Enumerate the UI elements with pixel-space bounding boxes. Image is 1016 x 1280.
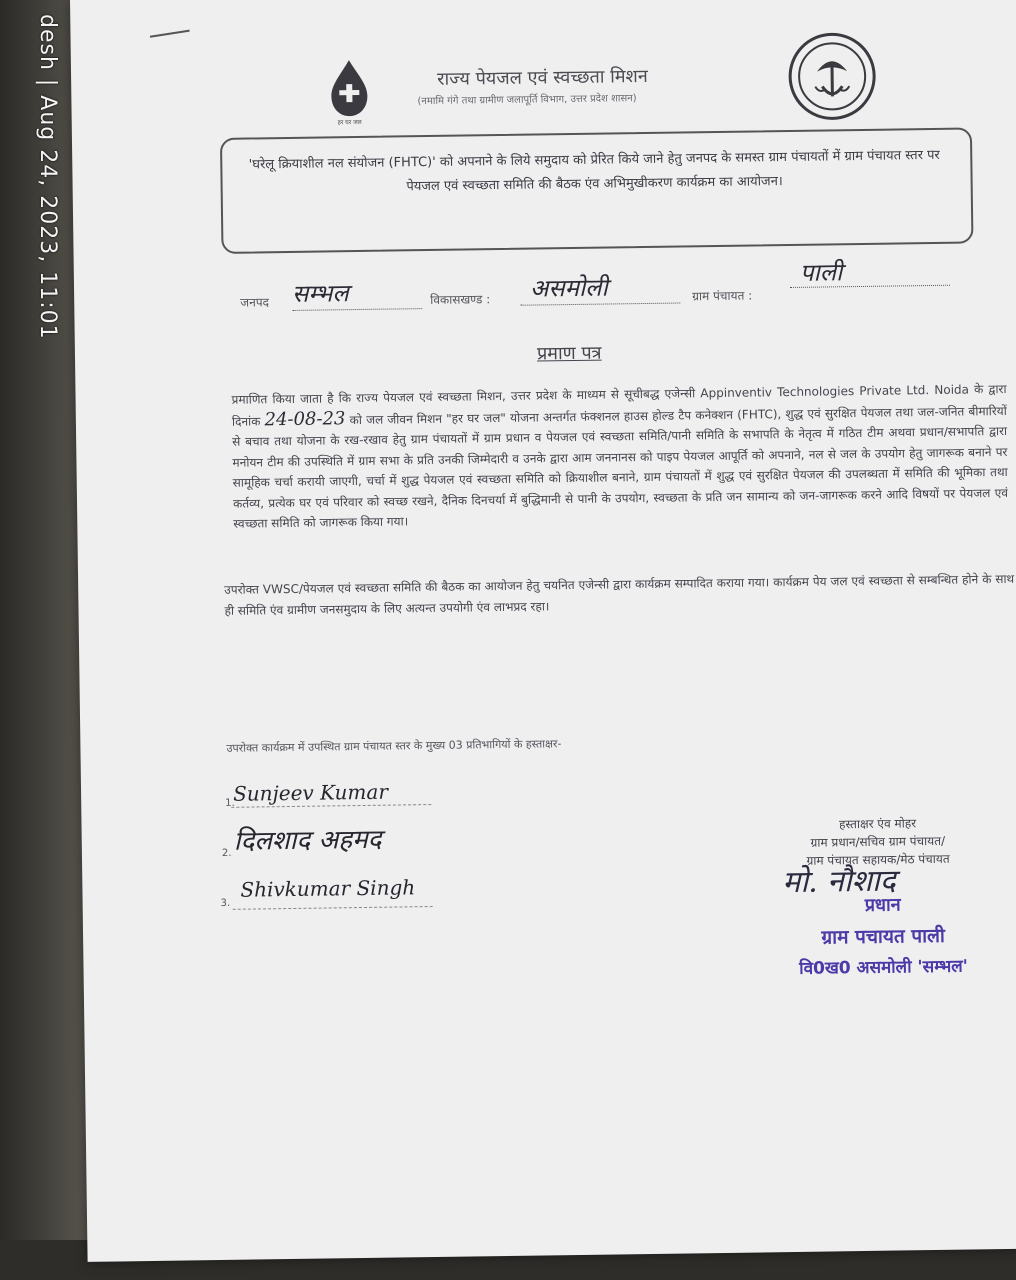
document-page (70, 0, 1016, 1262)
mission-title: राज्य पेयजल एवं स्वच्छता मिशन (436, 65, 648, 90)
water-drop-logo-icon (319, 56, 380, 127)
block-label: विकासखण्ड : (430, 292, 491, 307)
participants-intro: उपरोक्त कार्यक्रम में उपस्थित ग्राम पंचायत स्तर के मुख्य 03 प्रतिभागियों के हस्ताक्षर- (226, 737, 562, 755)
participant-number-1: 1. (225, 797, 235, 809)
certificate-paragraph-1 (231, 379, 1008, 534)
participant-signature-3: Shivkumar Singh (240, 875, 416, 902)
seal-line-3: वि0ख0 असमोली 'सम्भल' (799, 956, 969, 979)
district-value: सम्भल (291, 279, 349, 308)
certificate-paragraph-2: उपरोक्त VWSC/पेयजल एवं स्वच्छता समिति की बैठक का आयोजन हेतु चयनित एजेन्सी द्वारा कार्यक्रम सम्पादित कराया गया। कार्यक्रम पेय जल एवं स्वच्छता से सम्बन्धित होने के साथ ही समिति एंव ग्रामीण जनसमुदाय के लिए अत्यन्त उपयोगी एंव लाभप्रद रहा। (224, 571, 1015, 618)
timestamp-overlay (28, 0, 68, 400)
up-government-emblem-icon (787, 31, 878, 122)
seal-line-2: ग्राम पचायत पाली (821, 924, 945, 949)
district-label: जनपद (240, 295, 270, 310)
para1-end: को जल जीवन मिशन "हर घर जल" योजना अन्तर्गत फंक्शनल हाउस होल्ड टैप कनेक्शन (FHTC), शुद्ध एवं सुरक्षित पेयजल तथा जल-जनित बीमारियों से बचाव तथा योजना के रख-रखाव हेतु ग्राम पंचायतों में ग्राम प्रधान व पेयजल एवं स्वच्छता समिति/पानी समिति के सभापति के नेतृत्व में गठित टीम अथवा प्रधान/सभापति द्वारा मनोयन टीम की उपस्थिति में ग्राम सभा के प्रति उनकी जिम्मेदारी व उनके द्वारा आम जननानस को पाइप पेयजल आपूर्ति को अपनाने, नल से जल के उपयोग हेतु जागरूक बनाने पर सामूहिक चर्चा करायी जाएगी, चर्चा में शुद्ध पेयजल एवं स्वच्छता समिति को क्रियाशील बनाने, ग्राम पंचायतों में शुद्ध एवं सुरक्षित पेयजल की उपलब्धता में समिति की भूमिका तथा कर्तव्य, प्रत्येक घर एवं परिवार को स्वच्छ रखने, दैनिक दिनचर्या में बुद्धिमानी से पानी के उपयोग, स्वच्छता के प्रति जन सामान्य को जन-जागरूक करने आदि विषयों पर पेयजल एवं स्वच्छता समिति को जागरूक किया गया। (232, 403, 1009, 531)
timestamp-text: desh | Aug 24, 2023, 11:01 (35, 14, 60, 340)
para1-start: प्रमाणित किया जाता है कि राज्य पेयजल एवं स्वच्छता मिशन, उत्तर प्रदेश के माध्यम से सूचीबद्ध एजेन्सी Appinventiv Technologies Private Ltd. Noida के द्वारा दिनांक (231, 381, 1007, 429)
block-value: असमोली (529, 273, 608, 303)
gp-value: पाली (799, 258, 843, 287)
participant-number-2: 2. (221, 847, 232, 859)
seal-line-1: प्रधान (864, 894, 901, 916)
participant-signature-1: Sunjeev Kumar (232, 779, 389, 806)
participant-signature-2: दिलशाद अहमद (233, 824, 382, 857)
program-date: 24-08-23 (264, 407, 346, 430)
certificate-title: प्रमाण पत्र (536, 342, 602, 365)
logo-caption: हर घर जल (337, 118, 362, 127)
subject-text: 'घरेलू क्रियाशील नल संयोजन (FHTC)' को अपनाने के लिये समुदाय को प्रेरित किये जाने हेतु जनपद के समस्त ग्राम पंचायतों में ग्राम पंचायत स्तर पर पेयजल एवं स्वच्छता समिति की बैठक एंव अभिमुखीकरण कार्यक्रम का आयोजन। (248, 147, 940, 195)
district-line (292, 307, 422, 311)
gp-label: ग्राम पंचायत : (692, 288, 753, 304)
location-fields (240, 258, 981, 323)
pradhan-seal (753, 891, 1014, 980)
pradhan-signature: मो. नौशाद (782, 863, 896, 901)
mission-subtitle: (नमामि गंगे तथा ग्रामीण जलापूर्ति विभाग, उत्तर प्रदेश शासन) (417, 93, 637, 108)
signatory-line-2: ग्राम प्रधान/सचिव ग्राम पंचायत/ (810, 833, 946, 850)
signatory-line-1: हस्ताक्षर एंव मोहर (838, 816, 917, 832)
pencil-mark (150, 30, 191, 48)
participant-number-3: 3. (220, 897, 231, 909)
participant-line-3 (233, 905, 433, 910)
signatory-line-3: ग्राम पंचायत सहायक/मेठ पंचायत (806, 851, 950, 868)
